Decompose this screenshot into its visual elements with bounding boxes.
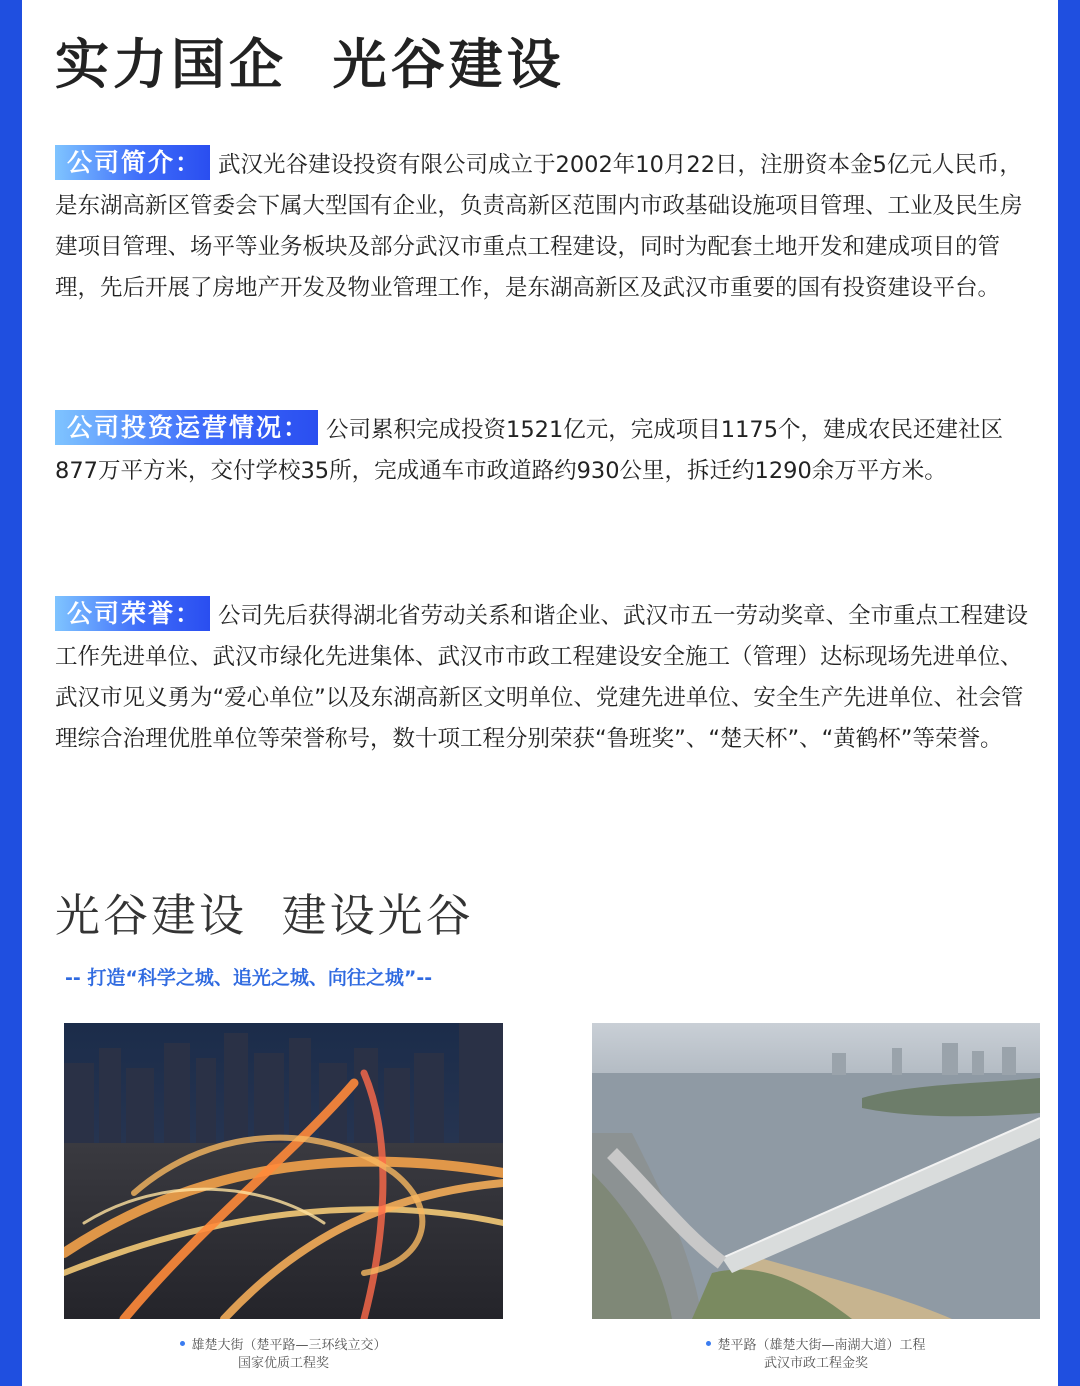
section-label: 公司投资运营情况： [55, 410, 318, 445]
section-text: 公司先后获得湖北省劳动关系和谐企业、武汉市五一劳动奖章、全市重点工程建设工作先进单位、武汉市绿化先进集体、武汉市市政工程建设安全施工（管理）达标现场先进单位、武汉市见义勇为“爱心单位”以及东湖高新区文明单位、党建先进单位、安全生产先进单位、社会管理综合治理优胜单位等荣誉称号，数十项工程分别荣获“鲁班奖”、“楚天杯”、“黄鹤杯”等荣誉。 [55, 603, 1029, 752]
caption-line2: 国家优质工程奖 [237, 1356, 329, 1371]
slogan-subtitle: -- 打造“科学之城、追光之城、向往之城”-- [65, 967, 433, 989]
bullet-dot-icon [706, 1341, 711, 1346]
photo-lake-bridge [592, 1023, 1040, 1319]
photo-interchange [64, 1023, 503, 1319]
section-company-intro [55, 145, 1030, 309]
section-investment [55, 410, 1030, 492]
photo-caption-right [592, 1337, 1040, 1373]
section-text: 公司累积完成投资1521亿元，完成项目1175个，建成农民还建社区877万平方米，交付学校35所，完成通车市政道路约930公里，拆迁约1290余万平方米。 [55, 417, 1004, 484]
right-border-bar [1058, 0, 1080, 1386]
section-honors [55, 596, 1030, 760]
caption-line1: 雄楚大街（楚平路—三环线立交） [191, 1338, 387, 1353]
section-label: 公司简介： [55, 145, 210, 180]
left-border-bar [0, 0, 22, 1386]
section-text: 武汉光谷建设投资有限公司成立于2002年10月22日，注册资本金5亿元人民币，是东湖高新区管委会下属大型国有企业，负责高新区范围内市政基础设施项目管理、工业及民生房建项目管理、场平等业务板块及部分武汉市重点工程建设，同时为配套土地开发和建成项目的管理，先后开展了房地产开发及物业管理工作，是东湖高新区及武汉市重要的国有投资建设平台。 [55, 152, 1023, 301]
bullet-dot-icon [180, 1341, 185, 1346]
caption-line1: 楚平路（雄楚大街—南湖大道）工程 [717, 1338, 926, 1353]
photo-caption-left [64, 1337, 503, 1373]
section-label: 公司荣誉： [55, 596, 210, 631]
page-title: 实力国企 光谷建设 [55, 33, 565, 96]
caption-line2: 武汉市政工程金奖 [763, 1356, 868, 1371]
slogan-title: 光谷建设 建设光谷 [55, 889, 474, 942]
